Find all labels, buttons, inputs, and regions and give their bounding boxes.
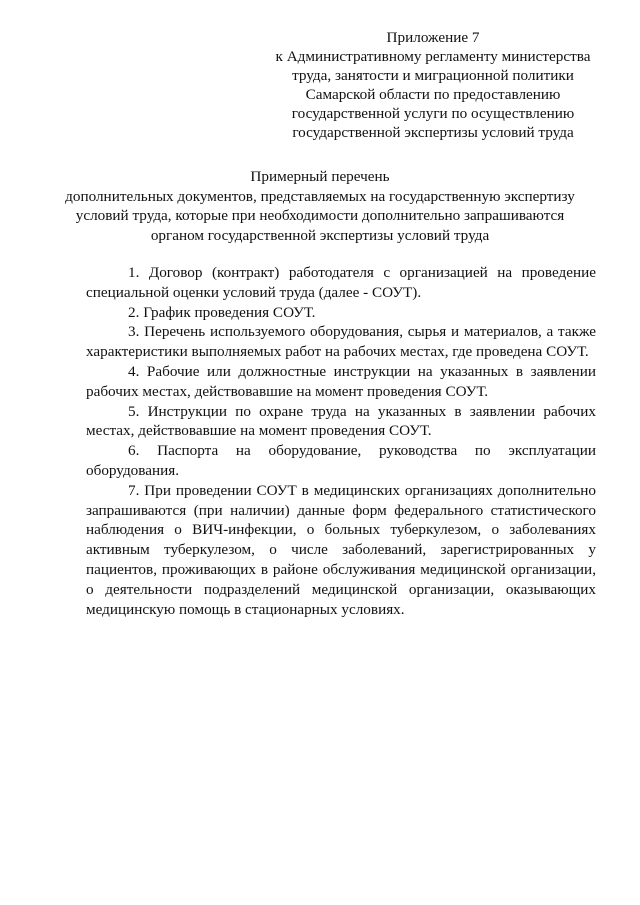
title-line: органом государственной экспертизы условий труда	[150, 226, 490, 244]
appendix-line: государственной услуги по осуществлению	[291, 105, 575, 122]
list-item: 2. График проведения СОУТ.	[128, 303, 316, 321]
title-line: Примерный перечень	[250, 168, 390, 185]
appendix-number: Приложение 7	[386, 29, 480, 46]
list-item: 5. Инструкции по охране труда на указанных в заявлении рабочих местах, действовавшие на момент проведения СОУТ.	[86, 402, 596, 440]
list-item: 6. Паспорта на оборудование, руководства по эксплуатации оборудования.	[86, 442, 596, 479]
document-title	[60, 167, 580, 245]
appendix-line: труда, занятости и миграционной политики	[292, 67, 574, 84]
appendix-line: государственной экспертизы условий труда	[292, 124, 574, 141]
document-list	[86, 263, 596, 619]
list-item: 4. Рабочие или должностные инструкции на указанных в заявлении рабочих местах, действовавшие на момент проведения СОУТ.	[86, 362, 596, 400]
title-line: дополнительных документов, представляемых на государственную экспертизу	[65, 187, 575, 205]
appendix-line: к Административному регламенту министерства	[275, 48, 591, 65]
title-line: условий труда, которые при необходимости дополнительно запрашиваются	[75, 207, 565, 224]
appendix-header	[268, 28, 598, 142]
list-item: 1. Договор (контракт) работодателя с организацией на проведение специальной оценки условий труда (далее - СОУТ).	[86, 264, 596, 301]
list-item: 3. Перечень используемого оборудования, сырья и материалов, а также характеристики выполняемых работ на рабочих местах, где проведена СОУТ.	[86, 323, 596, 361]
appendix-line: Самарской области по предоставлению	[305, 86, 561, 103]
list-item: 7. При проведении СОУТ в медицинских организациях дополнительно запрашиваются (при наличии) данные форм федерального статистического наблюдения о ВИЧ-инфекции, о больных туберкулезом, о заболеваниях активным туберкулезом, о числе заболеваний, зарегистрированных у пациентов, проживающих в районе обслуживания медицинской организации, о деятельности подразделений медицинской организации, оказывающих медицинскую помощь в стационарных условиях.	[86, 481, 596, 618]
